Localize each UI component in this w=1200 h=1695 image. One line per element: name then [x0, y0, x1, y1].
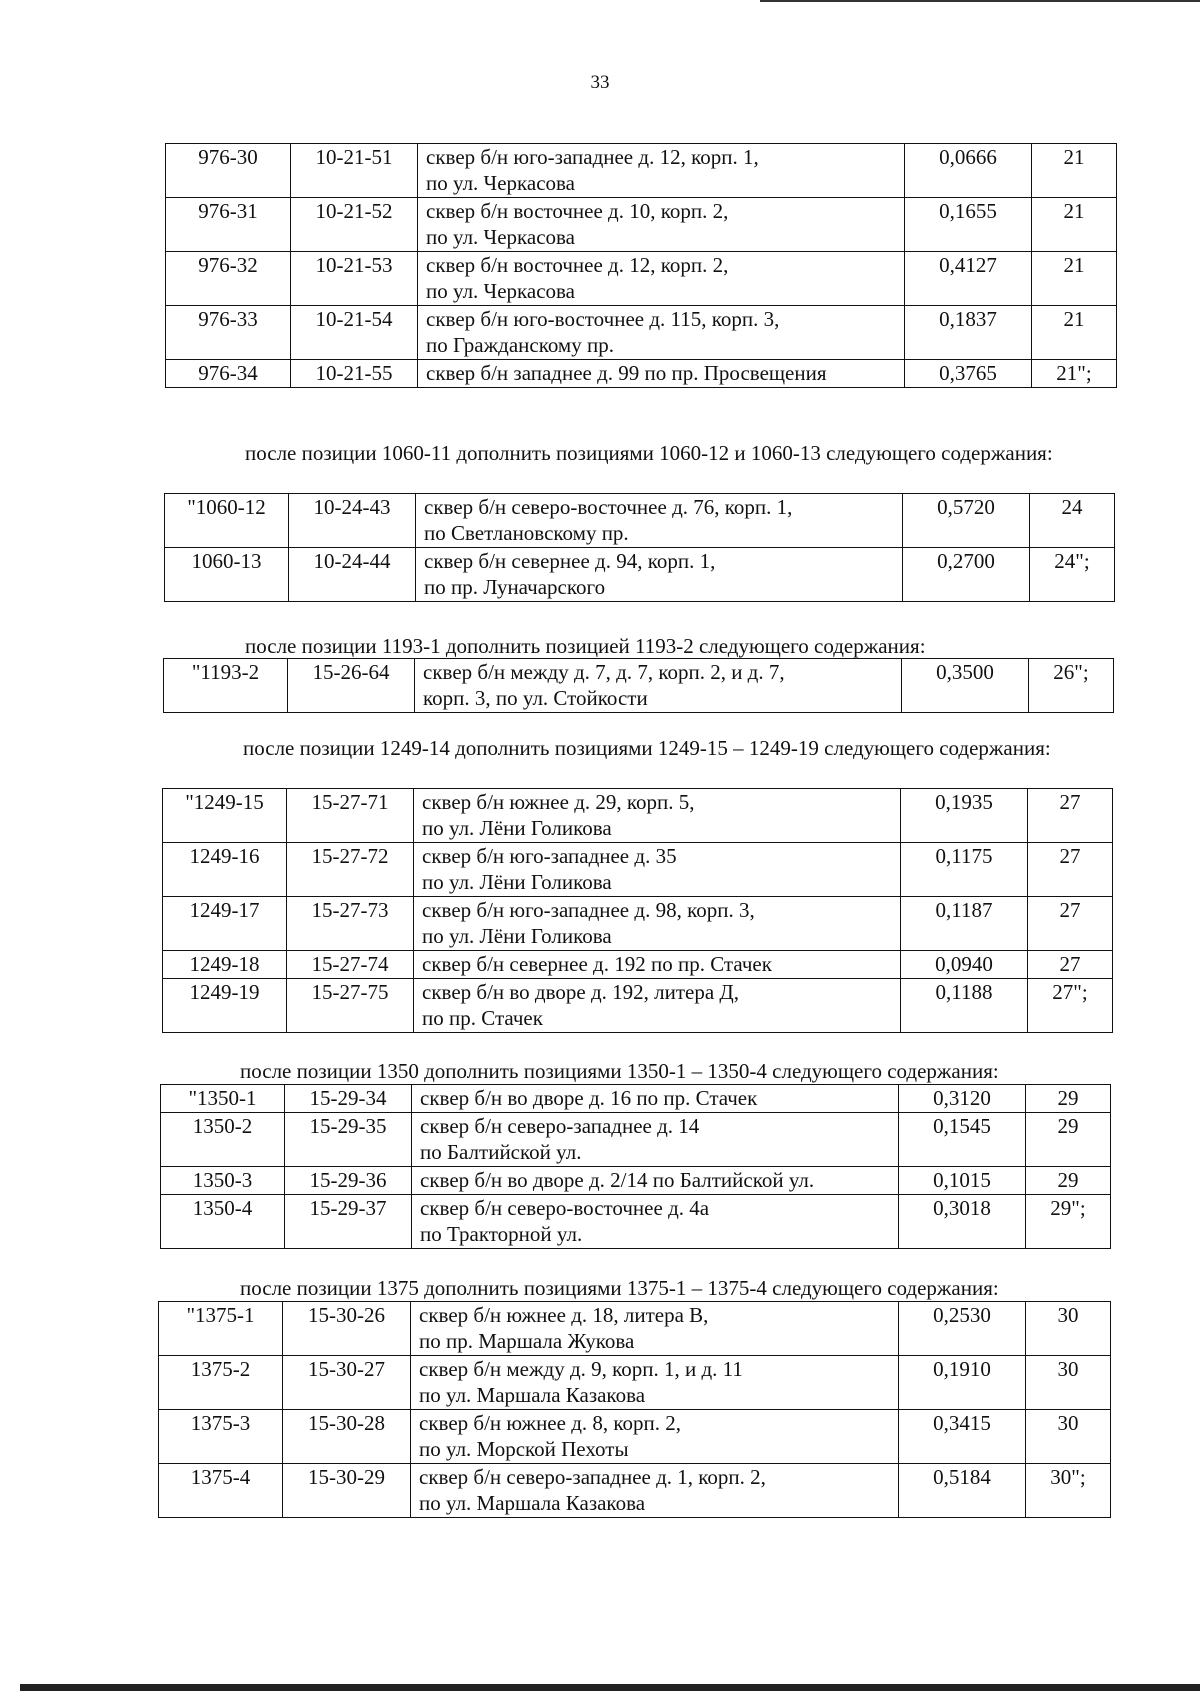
position-cell: 1350-2 — [161, 1113, 285, 1167]
description-cell — [414, 789, 901, 843]
bottom-edge-bar — [20, 1684, 1200, 1691]
description-line: сквер б/н восточнее д. 10, корп. 2, — [426, 199, 729, 223]
position-cell: 1375-4 — [159, 1464, 283, 1518]
description-cell — [418, 360, 905, 388]
positions-table-1375 — [158, 1301, 1111, 1518]
description-cell — [411, 1410, 899, 1464]
description-line: сквер б/н юго-западнее д. 12, корп. 1, — [426, 145, 759, 169]
code-cell: 15-27-74 — [287, 951, 414, 979]
code-cell: 15-30-29 — [283, 1464, 411, 1518]
description-cell — [412, 1195, 899, 1249]
table-row — [163, 897, 1113, 951]
intro-paragraph-1375: после позиции 1375 дополнить позициями 1375-1 – 1375-4 следующего содержания: — [240, 1276, 999, 1300]
table-row — [161, 1085, 1111, 1113]
position-cell: "1060-12 — [165, 494, 289, 548]
area-cell: 0,4127 — [905, 252, 1032, 306]
number-cell: 29"; — [1026, 1195, 1111, 1249]
description-line: сквер б/н южнее д. 8, корп. 2, — [419, 1411, 682, 1435]
position-cell: 1060-13 — [165, 548, 289, 602]
area-cell: 0,1655 — [905, 198, 1032, 252]
description-line: сквер б/н юго-западнее д. 35 — [422, 844, 677, 868]
top-edge-line — [760, 0, 1200, 2]
description-line: сквер б/н между д. 7, д. 7, корп. 2, и д. 7, — [423, 660, 785, 684]
position-cell: 1350-4 — [161, 1195, 285, 1249]
area-cell: 0,1175 — [901, 843, 1028, 897]
code-cell: 10-21-55 — [291, 360, 418, 388]
code-cell: 10-21-53 — [291, 252, 418, 306]
area-cell: 0,3415 — [899, 1410, 1026, 1464]
code-cell: 10-24-43 — [289, 494, 416, 548]
position-cell: 976-32 — [166, 252, 291, 306]
description-cell — [414, 951, 901, 979]
position-cell: "1375-1 — [159, 1302, 283, 1356]
table-row — [163, 951, 1113, 979]
code-cell: 15-27-72 — [287, 843, 414, 897]
table-row — [159, 1302, 1111, 1356]
description-line: по Тракторной ул. — [420, 1222, 583, 1246]
number-cell: 29 — [1026, 1167, 1111, 1195]
position-cell: 976-31 — [166, 198, 291, 252]
positions-table-1060 — [164, 493, 1115, 602]
number-cell: 30 — [1026, 1356, 1111, 1410]
code-cell: 15-27-71 — [287, 789, 414, 843]
code-cell: 15-27-75 — [287, 979, 414, 1033]
code-cell: 15-29-34 — [285, 1085, 412, 1113]
table-row — [159, 1410, 1111, 1464]
description-cell — [411, 1302, 899, 1356]
position-cell: 1249-17 — [163, 897, 287, 951]
description-line: сквер б/н севернее д. 192 по пр. Стачек — [422, 952, 772, 976]
position-cell: 1375-2 — [159, 1356, 283, 1410]
description-line: по Балтийской ул. — [420, 1140, 582, 1164]
description-cell — [414, 897, 901, 951]
intro-paragraph-1350: после позиции 1350 дополнить позициями 1350-1 – 1350-4 следующего содержания: — [240, 1059, 999, 1083]
area-cell: 0,0666 — [905, 144, 1032, 198]
number-cell: 27"; — [1028, 979, 1113, 1033]
description-cell — [418, 144, 905, 198]
area-cell: 0,1935 — [901, 789, 1028, 843]
number-cell: 27 — [1028, 897, 1113, 951]
number-cell: 21 — [1032, 306, 1117, 360]
description-line: сквер б/н севернее д. 94, корп. 1, — [424, 549, 716, 573]
description-line: сквер б/н северо-западнее д. 1, корп. 2, — [419, 1465, 766, 1489]
table-row — [165, 494, 1115, 548]
description-line: по Светлановскому пр. — [424, 521, 629, 545]
table-row — [161, 1195, 1111, 1249]
code-cell: 15-30-26 — [283, 1302, 411, 1356]
table-row — [159, 1464, 1111, 1518]
area-cell: 0,1837 — [905, 306, 1032, 360]
number-cell: 27 — [1028, 789, 1113, 843]
code-cell: 15-30-28 — [283, 1410, 411, 1464]
area-cell: 0,5720 — [903, 494, 1030, 548]
position-cell: 976-30 — [166, 144, 291, 198]
description-cell — [414, 979, 901, 1033]
area-cell: 0,1187 — [901, 897, 1028, 951]
positions-table-976 — [165, 143, 1117, 388]
description-line: корп. 3, по ул. Стойкости — [423, 686, 648, 710]
number-cell: 30 — [1026, 1410, 1111, 1464]
description-line: сквер б/н восточнее д. 12, корп. 2, — [426, 253, 729, 277]
position-cell: 1350-3 — [161, 1167, 285, 1195]
positions-table-1193 — [163, 658, 1114, 713]
code-cell: 15-30-27 — [283, 1356, 411, 1410]
number-cell: 30 — [1026, 1302, 1111, 1356]
position-cell: "1350-1 — [161, 1085, 285, 1113]
table-row — [166, 252, 1117, 306]
description-line: сквер б/н во дворе д. 16 по пр. Стачек — [420, 1086, 758, 1110]
code-cell: 15-27-73 — [287, 897, 414, 951]
description-line: по пр. Луначарского — [424, 575, 606, 599]
code-cell: 10-21-51 — [291, 144, 418, 198]
intro-paragraph-1249: после позиции 1249-14 дополнить позициями 1249-15 – 1249-19 следующего содержания: — [243, 736, 1051, 760]
area-cell: 0,2700 — [903, 548, 1030, 602]
description-line: сквер б/н юго-восточнее д. 115, корп. 3, — [426, 307, 780, 331]
intro-paragraph-1193: после позиции 1193-1 дополнить позицией 1193-2 следующего содержания: — [245, 634, 926, 658]
position-cell: "1193-2 — [164, 659, 288, 713]
description-line: по пр. Маршала Жукова — [419, 1329, 635, 1353]
position-cell: "1249-15 — [163, 789, 287, 843]
number-cell: 21"; — [1032, 360, 1117, 388]
description-line: сквер б/н северо-восточнее д. 76, корп. 1, — [424, 495, 793, 519]
description-line: по ул. Черкасова — [426, 225, 575, 249]
description-cell — [411, 1464, 899, 1518]
description-cell — [412, 1113, 899, 1167]
position-cell: 976-34 — [166, 360, 291, 388]
table-row — [161, 1167, 1111, 1195]
description-cell — [412, 1167, 899, 1195]
code-cell: 10-24-44 — [289, 548, 416, 602]
positions-table-1350 — [160, 1084, 1111, 1249]
description-line: по ул. Черкасова — [426, 171, 575, 195]
description-line: по пр. Стачек — [422, 1006, 543, 1030]
area-cell: 0,3765 — [905, 360, 1032, 388]
code-cell: 10-21-54 — [291, 306, 418, 360]
description-line: сквер б/н во дворе д. 2/14 по Балтийской ул. — [420, 1168, 815, 1192]
number-cell: 27 — [1028, 843, 1113, 897]
description-line: по ул. Лёни Голикова — [422, 924, 612, 948]
table-row — [163, 843, 1113, 897]
description-line: по ул. Лёни Голикова — [422, 870, 612, 894]
number-cell: 21 — [1032, 252, 1117, 306]
description-cell — [416, 494, 903, 548]
area-cell: 0,1015 — [899, 1167, 1026, 1195]
code-cell: 15-26-64 — [288, 659, 415, 713]
area-cell: 0,3120 — [899, 1085, 1026, 1113]
number-cell: 21 — [1032, 144, 1117, 198]
area-cell: 0,3018 — [899, 1195, 1026, 1249]
area-cell: 0,5184 — [899, 1464, 1026, 1518]
number-cell: 30"; — [1026, 1464, 1111, 1518]
table-row — [166, 198, 1117, 252]
area-cell: 0,1910 — [899, 1356, 1026, 1410]
description-line: по ул. Маршала Казакова — [419, 1383, 646, 1407]
code-cell: 15-29-35 — [285, 1113, 412, 1167]
area-cell: 0,1188 — [901, 979, 1028, 1033]
description-line: сквер б/н во дворе д. 192, литера Д, — [422, 980, 739, 1004]
number-cell: 24"; — [1030, 548, 1115, 602]
description-cell — [415, 659, 902, 713]
description-cell — [412, 1085, 899, 1113]
number-cell: 24 — [1030, 494, 1115, 548]
code-cell: 15-29-36 — [285, 1167, 412, 1195]
table-row — [166, 144, 1117, 198]
table-row — [164, 659, 1114, 713]
description-line: сквер б/н между д. 9, корп. 1, и д. 11 — [419, 1357, 743, 1381]
position-cell: 1375-3 — [159, 1410, 283, 1464]
positions-table-1249 — [162, 788, 1113, 1033]
description-line: сквер б/н северо-восточнее д. 4а — [420, 1196, 710, 1220]
position-cell: 1249-18 — [163, 951, 287, 979]
number-cell: 26"; — [1029, 659, 1114, 713]
description-line: по ул. Маршала Казакова — [419, 1491, 646, 1515]
description-line: по ул. Морской Пехоты — [419, 1437, 629, 1461]
table-row — [163, 979, 1113, 1033]
number-cell: 27 — [1028, 951, 1113, 979]
code-cell: 15-29-37 — [285, 1195, 412, 1249]
description-cell — [411, 1356, 899, 1410]
area-cell: 0,0940 — [901, 951, 1028, 979]
description-line: сквер б/н северо-западнее д. 14 — [420, 1114, 700, 1138]
page-number: 33 — [590, 72, 610, 93]
description-cell — [418, 198, 905, 252]
position-cell: 1249-16 — [163, 843, 287, 897]
table-row — [159, 1356, 1111, 1410]
number-cell: 29 — [1026, 1113, 1111, 1167]
intro-paragraph-1060: после позиции 1060-11 дополнить позициями 1060-12 и 1060-13 следующего содержания: — [245, 441, 1053, 465]
position-cell: 1249-19 — [163, 979, 287, 1033]
table-row — [166, 306, 1117, 360]
table-row — [166, 360, 1117, 388]
description-line: сквер б/н юго-западнее д. 98, корп. 3, — [422, 898, 755, 922]
description-line: по ул. Черкасова — [426, 279, 575, 303]
description-line: сквер б/н западнее д. 99 по пр. Просвещения — [426, 361, 827, 385]
code-cell: 10-21-52 — [291, 198, 418, 252]
table-row — [163, 789, 1113, 843]
number-cell: 29 — [1026, 1085, 1111, 1113]
table-row — [165, 548, 1115, 602]
position-cell: 976-33 — [166, 306, 291, 360]
description-cell — [418, 306, 905, 360]
description-cell — [414, 843, 901, 897]
area-cell: 0,1545 — [899, 1113, 1026, 1167]
description-line: сквер б/н южнее д. 29, корп. 5, — [422, 790, 695, 814]
table-row — [161, 1113, 1111, 1167]
description-line: по Гражданскому пр. — [426, 333, 614, 357]
number-cell: 21 — [1032, 198, 1117, 252]
area-cell: 0,3500 — [902, 659, 1029, 713]
description-line: сквер б/н южнее д. 18, литера В, — [419, 1303, 709, 1327]
description-cell — [418, 252, 905, 306]
area-cell: 0,2530 — [899, 1302, 1026, 1356]
description-cell — [416, 548, 903, 602]
description-line: по ул. Лёни Голикова — [422, 816, 612, 840]
